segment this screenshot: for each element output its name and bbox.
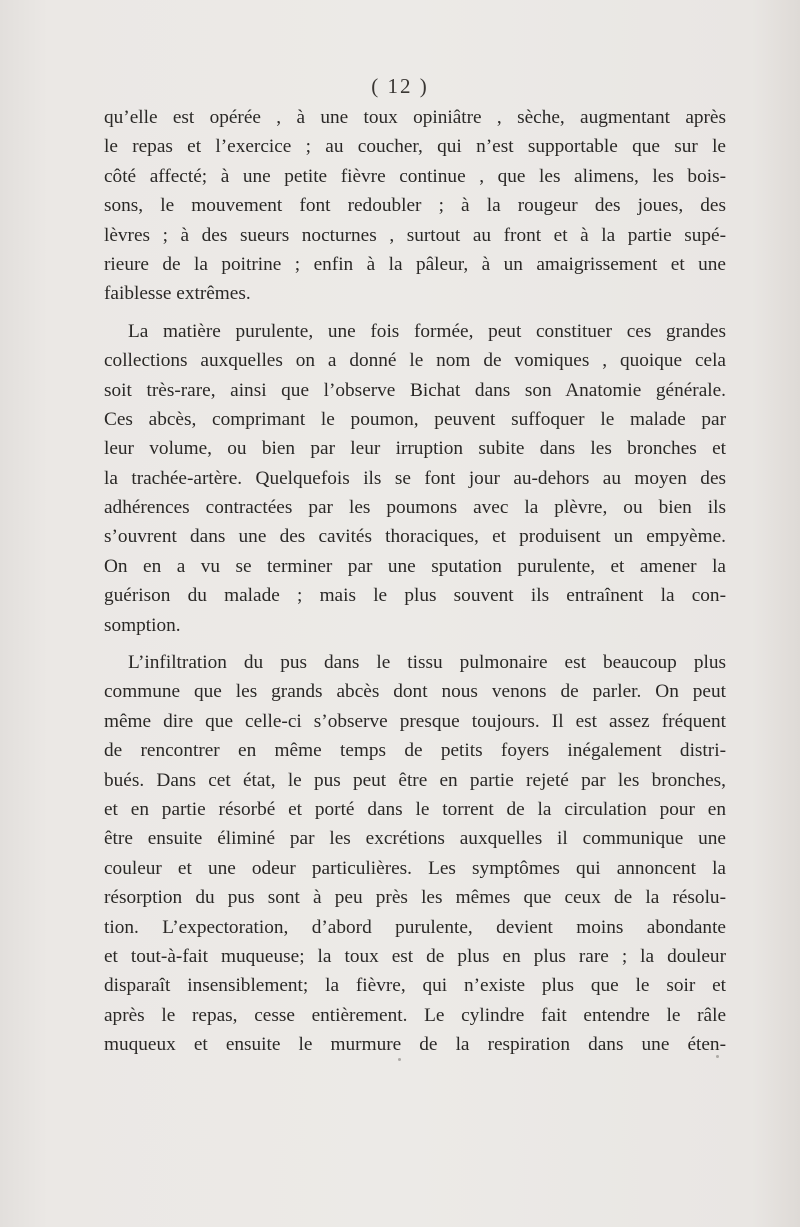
- text-line: Ces abcès, comprimant le poumon, peuvent suffoquer le malade par: [104, 408, 726, 430]
- paragraph-3: [104, 648, 726, 1059]
- text-line: de rencontrer en même temps de petits foyers inégalement distri-: [104, 740, 726, 762]
- text-line: rieure de la poitrine ; enfin à la pâleur, à un amaigrissement et une: [104, 253, 726, 275]
- text-line: commune que les grands abcès dont nous venons de parler. On peut: [104, 681, 726, 703]
- text-line: s’ouvrent dans une des cavités thoraciques, et produisent un empyème.: [104, 526, 726, 548]
- text-line: guérison du malade ; mais le plus souvent ils entraînent la con-: [104, 585, 726, 607]
- paper-speck: [398, 1058, 401, 1061]
- text-line: tion. L’expectoration, d’abord purulente, devient moins abondante: [104, 916, 726, 938]
- text-line: côté affecté; à une petite fièvre continue , que les alimens, les bois-: [104, 165, 726, 187]
- body-text: [104, 103, 726, 1060]
- text-line: couleur et une odeur particulières. Les symptômes qui annoncent la: [104, 857, 726, 879]
- text-line: La matière purulente, une fois formée, peut constituer ces grandes: [128, 320, 726, 342]
- page-number: ( 12 ): [371, 74, 429, 98]
- text-line: muqueux et ensuite le murmure de la respiration dans une éten-: [104, 1034, 726, 1056]
- text-line: somption.: [104, 614, 181, 636]
- text-line: L’infiltration du pus dans le tissu pulmonaire est beaucoup plus: [128, 652, 726, 674]
- text-line: être ensuite éliminé par les excrétions auxquelles il communique une: [104, 828, 726, 850]
- text-line: disparaît insensiblement; la fièvre, qui n’existe plus que le soir et: [104, 975, 726, 997]
- text-line: et tout-à-fait muqueuse; la toux est de plus en plus rare ; la douleur: [104, 945, 726, 967]
- text-line: résorption du pus sont à peu près les mêmes que ceux de la résolu-: [104, 887, 726, 909]
- text-line: collections auxquelles on a donné le nom de vomiques , quoique cela: [104, 350, 726, 372]
- paragraph-1: [104, 103, 726, 309]
- text-line: soit très-rare, ainsi que l’observe Bichat dans son Anatomie générale.: [104, 379, 726, 401]
- text-line: qu’elle est opérée , à une toux opiniâtre , sèche, augmentant après: [104, 107, 726, 128]
- paper-speck: [716, 1055, 719, 1058]
- text-line: le repas et l’exercice ; au coucher, qui n’est supportable que sur le: [104, 136, 726, 158]
- text-line: la trachée-artère. Quelquefois ils se font jour au-dehors au moyen des: [104, 467, 726, 489]
- text-line: même dire que celle-ci s’observe presque toujours. Il est assez fréquent: [104, 710, 726, 732]
- text-line: leur volume, ou bien par leur irruption subite dans les bronches et: [104, 438, 726, 460]
- text-line: sons, le mouvement font redoubler ; à la rougeur des joues, des: [104, 195, 726, 217]
- text-line: bués. Dans cet état, le pus peut être en partie rejeté par les bronches,: [104, 769, 726, 791]
- text-line: adhérences contractées par les poumons avec la plèvre, ou bien ils: [104, 497, 726, 519]
- text-line: On en a vu se terminer par une sputation purulente, et amener la: [104, 555, 726, 577]
- text-line: faiblesse extrêmes.: [104, 283, 251, 305]
- text-line: et en partie résorbé et porté dans le torrent de la circulation pour en: [104, 798, 726, 820]
- text-line: après le repas, cesse entièrement. Le cylindre fait entendre le râle: [104, 1004, 726, 1026]
- text-line: lèvres ; à des sueurs nocturnes , surtout au front et à la partie supé-: [104, 224, 726, 246]
- paragraph-2: [104, 317, 726, 640]
